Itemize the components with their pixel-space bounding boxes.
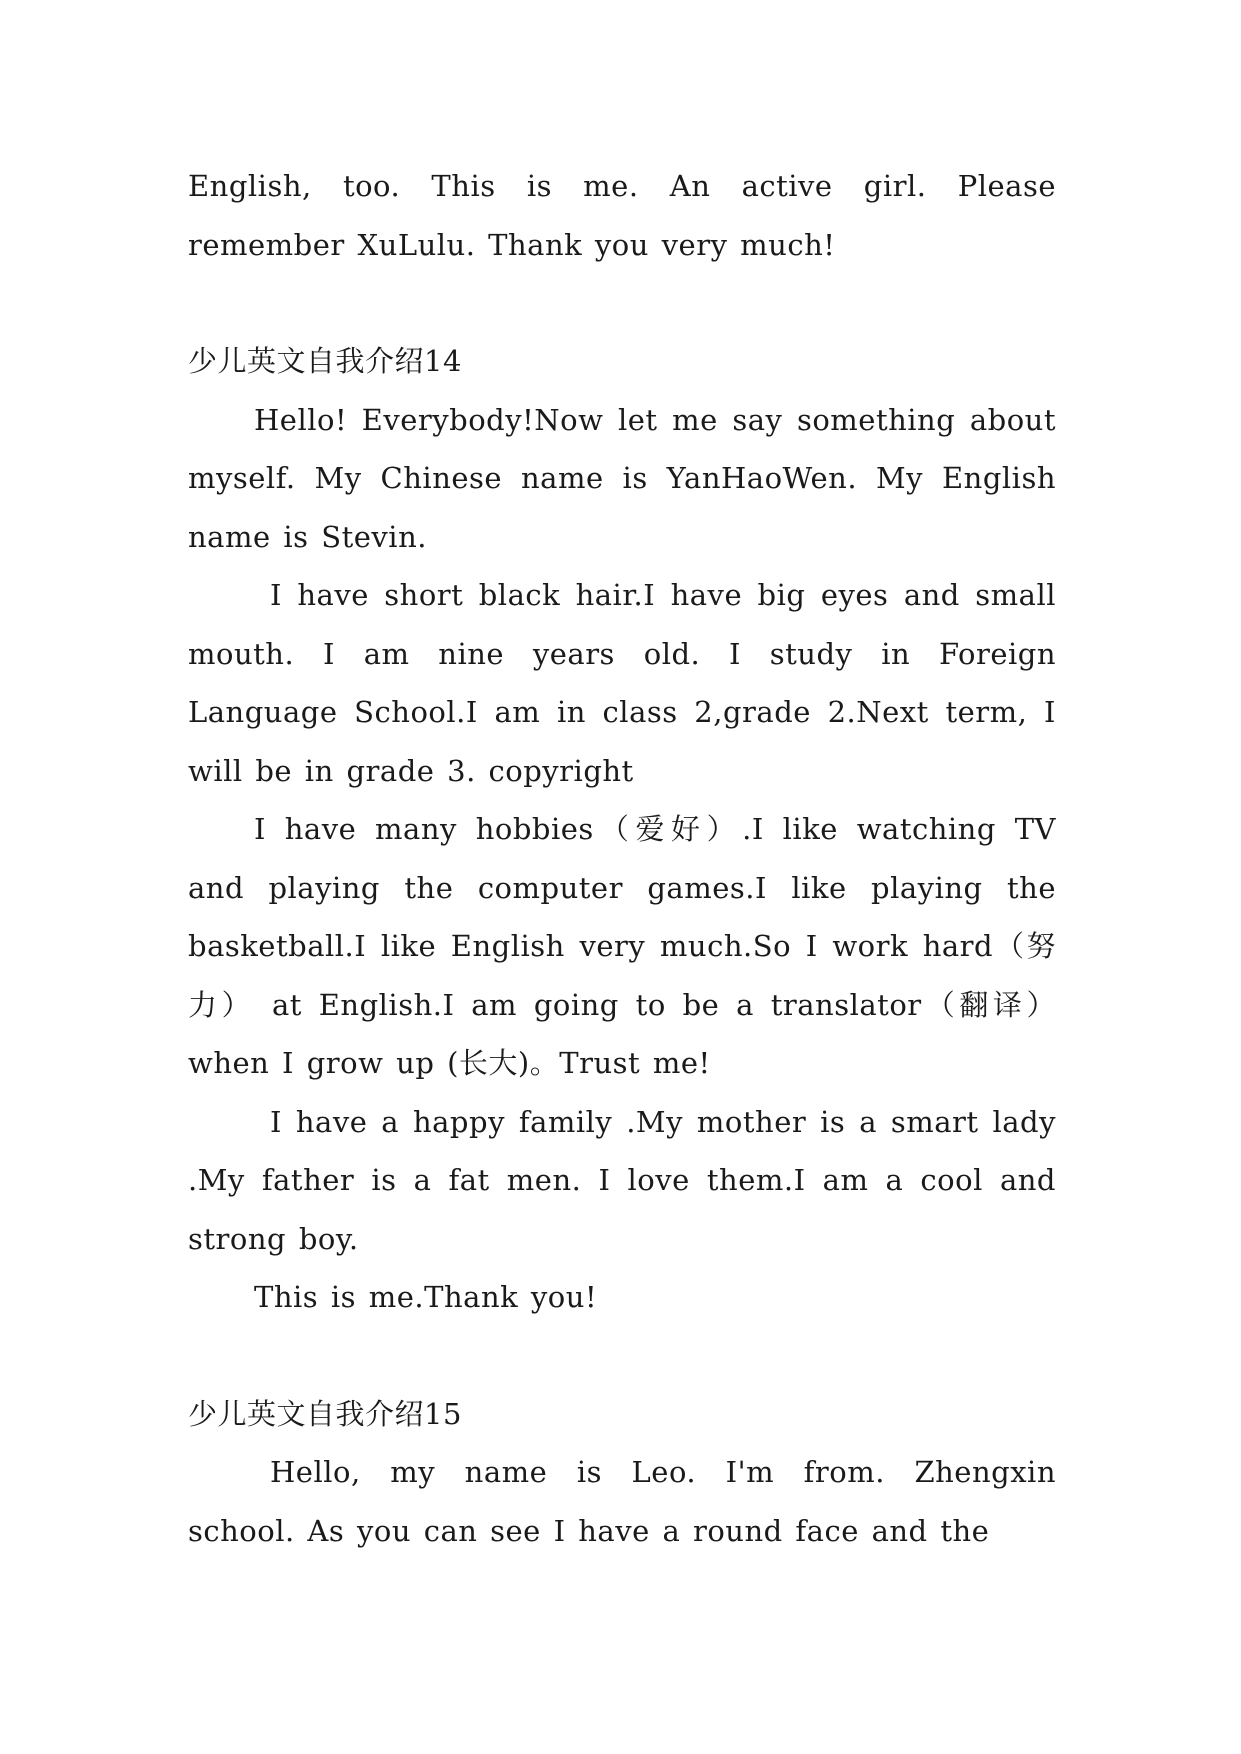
paragraph: This is me.Thank you! bbox=[254, 1280, 598, 1314]
section-gap bbox=[188, 1327, 1056, 1385]
paragraph: I have short black hair.I have big eyes and small mouth. I am nine years old. I study in Foreign Language School.I am in class 2,grade 2.Next term, I will be in grade 3. copyright bbox=[188, 578, 1056, 788]
section-heading: 少儿英文自我介绍14 bbox=[188, 344, 462, 378]
document-body bbox=[188, 157, 1056, 1560]
continuation-paragraph: English, too. This is me. An active girl. Please remember XuLulu. Thank you very much! bbox=[188, 169, 1056, 262]
section-15 bbox=[188, 1385, 1056, 1561]
section-heading: 少儿英文自我介绍15 bbox=[188, 1396, 462, 1431]
section-gap bbox=[188, 274, 1056, 332]
section-14 bbox=[188, 332, 1056, 1327]
paragraph: I have many hobbies（爱好）.I like watching TV and playing the computer games.I like playing the basketball.I like English very much.So I work hard（努力） at English.I am going to be a translator（翻译） when I grow up (长大)。Trust me! bbox=[188, 812, 1056, 1080]
paragraph: Hello! Everybody!Now let me say something about myself. My Chinese name is YanHaoWen. My English name is Stevin. bbox=[188, 402, 1056, 554]
paragraph: Hello, my name is Leo. I'm from. Zhengxin school. As you can see I have a round face and the bbox=[188, 1455, 1056, 1548]
paragraph: I have a happy family .My mother is a smart lady .My father is a fat men. I love them.I am a cool and strong boy. bbox=[188, 1104, 1056, 1256]
